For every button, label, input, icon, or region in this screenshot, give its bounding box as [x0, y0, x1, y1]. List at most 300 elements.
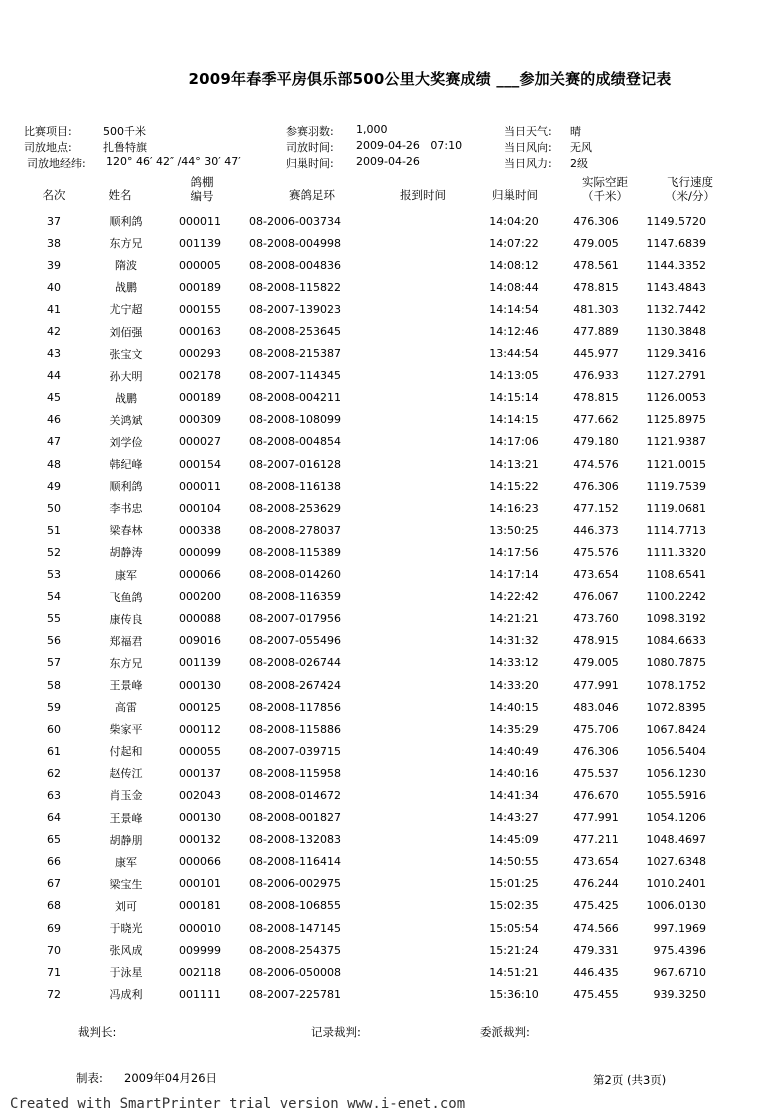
cell-return-time: 15:05:54	[489, 921, 539, 935]
table-row	[18, 807, 706, 829]
cell-return-time: 14:14:15	[489, 413, 539, 427]
table-row	[18, 696, 706, 718]
cell-shed-number: 000104	[179, 501, 221, 515]
cell-name: 张风成	[109, 944, 143, 958]
cell-return-time: 14:45:09	[489, 833, 539, 847]
cell-shed-number: 000125	[179, 700, 221, 714]
trial-watermark: Created with SmartPrinter trial version www.i-enet.com	[10, 1096, 466, 1112]
cell-speed: 1078.1752	[646, 678, 706, 692]
cell-shed-number: 009999	[179, 943, 221, 957]
cell-rank: 37	[47, 214, 61, 228]
cell-speed: 1121.9387	[646, 435, 706, 449]
cell-distance: 475.706	[573, 722, 619, 736]
cell-report-time	[352, 939, 472, 961]
header-name: 姓名	[108, 188, 132, 202]
header-shed-line1: 鸽棚	[190, 175, 214, 189]
table-row	[18, 298, 706, 320]
event-label: 比赛项目:	[24, 125, 72, 138]
cell-rank: 45	[47, 391, 61, 405]
cell-ring-number: 08-2007-055496	[249, 634, 341, 648]
cell-ring-number: 08-2008-132083	[249, 833, 341, 847]
cell-ring-number: 08-2006-002975	[249, 877, 341, 891]
cell-shed-number: 009016	[179, 634, 221, 648]
cell-distance: 478.815	[573, 391, 619, 405]
table-row	[18, 917, 706, 939]
cell-return-time: 15:01:25	[489, 877, 539, 891]
cell-speed: 1006.0130	[646, 899, 706, 913]
cell-rank: 61	[47, 744, 61, 758]
header-speed-line2: （米/分）	[665, 189, 715, 203]
cell-name: 梁宝生	[109, 877, 143, 891]
cell-return-time: 14:35:29	[489, 722, 539, 736]
cell-distance: 446.373	[573, 523, 619, 537]
cell-report-time	[352, 475, 472, 497]
cell-shed-number: 000027	[179, 435, 221, 449]
cell-rank: 59	[47, 700, 61, 714]
cell-return-time: 14:13:21	[489, 457, 539, 471]
cell-shed-number: 000066	[179, 568, 221, 582]
cell-shed-number: 000309	[179, 413, 221, 427]
cell-name: 刘佰强	[109, 325, 143, 339]
cell-shed-number: 000189	[179, 391, 221, 405]
cell-shed-number: 000112	[179, 722, 221, 736]
cell-rank: 42	[47, 325, 61, 339]
cell-return-time: 14:40:16	[489, 766, 539, 780]
cell-speed: 1056.1230	[646, 766, 706, 780]
cell-return-time: 14:13:05	[489, 369, 539, 383]
cell-speed: 1144.3352	[646, 258, 706, 272]
table-row	[18, 387, 706, 409]
cell-return-time: 14:21:21	[489, 612, 539, 626]
release-value: 2009-04-26 07:10	[356, 139, 463, 152]
cell-name: 高雷	[115, 701, 137, 715]
cell-distance: 479.331	[573, 943, 619, 957]
cell-distance: 476.306	[573, 214, 619, 228]
count-value: 1,000	[356, 123, 388, 136]
cell-name: 赵传江	[109, 767, 143, 781]
cell-report-time	[352, 276, 472, 298]
cell-distance: 478.815	[573, 280, 619, 294]
cell-name: 康军	[115, 568, 137, 582]
cell-rank: 41	[47, 302, 61, 316]
cell-rank: 71	[47, 965, 61, 979]
cell-shed-number: 000293	[179, 347, 221, 361]
cell-ring-number: 08-2008-117856	[249, 700, 341, 714]
cell-rank: 63	[47, 788, 61, 802]
header-distance-line1: 实际空距	[582, 175, 628, 189]
cell-shed-number: 000154	[179, 457, 221, 471]
results-table	[18, 210, 706, 1005]
cell-name: 康军	[115, 855, 137, 869]
table-row	[18, 453, 706, 475]
cell-name: 张宝文	[109, 347, 143, 361]
cell-speed: 1126.0053	[646, 391, 706, 405]
header-distance-line2: （千米）	[582, 189, 628, 203]
cell-speed: 1143.4843	[646, 280, 706, 294]
cell-rank: 46	[47, 413, 61, 427]
table-row	[18, 674, 706, 696]
cell-ring-number: 08-2008-253645	[249, 325, 341, 339]
table-row	[18, 829, 706, 851]
table-row	[18, 983, 706, 1005]
cell-report-time	[352, 409, 472, 431]
cell-distance: 481.303	[573, 302, 619, 316]
cell-ring-number: 08-2008-026744	[249, 656, 341, 670]
cell-shed-number: 000088	[179, 612, 221, 626]
cell-report-time	[352, 652, 472, 674]
cell-name: 战鹏	[115, 391, 137, 405]
cell-report-time	[352, 696, 472, 718]
cell-speed: 1114.7713	[646, 523, 706, 537]
cell-shed-number: 001139	[179, 656, 221, 670]
cell-return-time: 14:04:20	[489, 214, 539, 228]
cell-distance: 475.537	[573, 766, 619, 780]
cell-ring-number: 08-2008-004211	[249, 391, 341, 405]
table-row	[18, 895, 706, 917]
cell-speed: 1067.8424	[646, 722, 706, 736]
cell-name: 康传良	[109, 612, 143, 626]
cell-distance: 474.576	[573, 457, 619, 471]
cell-speed: 1149.5720	[646, 214, 706, 228]
table-row	[18, 630, 706, 652]
cell-shed-number: 000010	[179, 921, 221, 935]
cell-report-time	[352, 365, 472, 387]
cell-ring-number: 08-2008-278037	[249, 523, 341, 537]
cell-return-time: 14:15:14	[489, 391, 539, 405]
cell-ring-number: 08-2007-016128	[249, 457, 341, 471]
cell-distance: 476.306	[573, 479, 619, 493]
cell-distance: 479.005	[573, 236, 619, 250]
header-rank: 名次	[42, 188, 66, 202]
cell-report-time	[352, 917, 472, 939]
cell-return-time: 14:43:27	[489, 811, 539, 825]
prepared-by-label: 制表:	[76, 1071, 103, 1085]
cell-shed-number: 000137	[179, 766, 221, 780]
count-label: 参赛羽数:	[286, 125, 334, 138]
cell-ring-number: 08-2008-115886	[249, 722, 341, 736]
cell-distance: 477.889	[573, 325, 619, 339]
prepared-date: 2009年04月26日	[124, 1071, 218, 1085]
cell-return-time: 14:17:14	[489, 568, 539, 582]
cell-rank: 47	[47, 435, 61, 449]
cell-distance: 479.005	[573, 656, 619, 670]
cell-shed-number: 002178	[179, 369, 221, 383]
cell-speed: 975.4396	[653, 943, 706, 957]
cell-rank: 60	[47, 722, 61, 736]
cell-name: 战鹏	[115, 281, 137, 295]
cell-rank: 48	[47, 457, 61, 471]
cell-distance: 477.991	[573, 811, 619, 825]
cell-name: 刘可	[115, 899, 137, 913]
cell-shed-number: 000101	[179, 877, 221, 891]
cell-ring-number: 08-2008-116138	[249, 479, 341, 493]
cell-name: 胡静朋	[109, 833, 143, 847]
cell-name: 顺利鸽	[109, 480, 143, 494]
cell-rank: 39	[47, 258, 61, 272]
cell-return-time: 14:14:54	[489, 302, 539, 316]
table-row	[18, 431, 706, 453]
cell-name: 刘学俭	[109, 435, 143, 449]
cell-report-time	[352, 718, 472, 740]
cell-speed: 1130.3848	[646, 325, 706, 339]
cell-rank: 66	[47, 855, 61, 869]
page-number: 第2页 (共3页)	[593, 1073, 667, 1087]
cell-report-time	[352, 630, 472, 652]
cell-ring-number: 08-2008-115822	[249, 280, 341, 294]
cell-rank: 62	[47, 766, 61, 780]
table-row	[18, 254, 706, 276]
cell-return-time: 13:44:54	[489, 347, 539, 361]
cell-ring-number: 08-2008-116359	[249, 590, 341, 604]
cell-speed: 1129.3416	[646, 347, 706, 361]
cell-return-time: 15:36:10	[489, 987, 539, 1001]
cell-shed-number: 001139	[179, 236, 221, 250]
table-row	[18, 608, 706, 630]
cell-name: 尤宁超	[109, 303, 143, 317]
cell-speed: 1056.5404	[646, 744, 706, 758]
cell-rank: 43	[47, 347, 61, 361]
cell-name: 东方兄	[109, 656, 143, 670]
cell-distance: 473.654	[573, 855, 619, 869]
cell-ring-number: 08-2008-108099	[249, 413, 341, 427]
table-row	[18, 276, 706, 298]
cell-rank: 50	[47, 501, 61, 515]
cell-distance: 445.977	[573, 347, 619, 361]
coords-label: 司放地经纬:	[27, 157, 86, 170]
cell-rank: 40	[47, 280, 61, 294]
cell-distance: 477.152	[573, 501, 619, 515]
cell-report-time	[352, 343, 472, 365]
cell-ring-number: 08-2007-139023	[249, 302, 341, 316]
cell-shed-number: 000163	[179, 325, 221, 339]
table-row	[18, 961, 706, 983]
cell-shed-number: 000130	[179, 678, 221, 692]
cell-report-time	[352, 895, 472, 917]
cell-report-time	[352, 254, 472, 276]
table-row	[18, 586, 706, 608]
cell-report-time	[352, 851, 472, 873]
cell-return-time: 14:16:23	[489, 501, 539, 515]
place-value: 扎鲁特旗	[103, 141, 147, 154]
cell-rank: 65	[47, 833, 61, 847]
cell-rank: 64	[47, 811, 61, 825]
cell-rank: 67	[47, 877, 61, 891]
cell-rank: 44	[47, 369, 61, 383]
cell-report-time	[352, 541, 472, 563]
cell-distance: 477.211	[573, 833, 619, 847]
cell-ring-number: 08-2008-106855	[249, 899, 341, 913]
cell-return-time: 14:17:06	[489, 435, 539, 449]
cell-name: 李书忠	[109, 502, 143, 516]
cell-return-time: 14:15:22	[489, 479, 539, 493]
cell-ring-number: 08-2008-001827	[249, 811, 341, 825]
cell-name: 顺利鸽	[109, 215, 143, 229]
cell-distance: 476.933	[573, 369, 619, 383]
cell-report-time	[352, 829, 472, 851]
cell-shed-number: 000099	[179, 545, 221, 559]
cell-speed: 1098.3192	[646, 612, 706, 626]
cell-report-time	[352, 387, 472, 409]
cell-ring-number: 08-2006-050008	[249, 965, 341, 979]
cell-speed: 1072.8395	[646, 700, 706, 714]
chief-judge-label: 裁判长:	[78, 1025, 117, 1039]
header-ring: 赛鸽足环	[289, 188, 335, 202]
cell-shed-number: 000155	[179, 302, 221, 316]
cell-report-time	[352, 608, 472, 630]
cell-report-time	[352, 320, 472, 342]
return-value: 2009-04-26	[356, 155, 420, 168]
cell-rank: 52	[47, 545, 61, 559]
cell-speed: 1080.7875	[646, 656, 706, 670]
table-row	[18, 365, 706, 387]
cell-name: 隋波	[115, 259, 137, 273]
cell-speed: 1048.4697	[646, 833, 706, 847]
cell-speed: 1010.2401	[646, 877, 706, 891]
cell-distance: 476.244	[573, 877, 619, 891]
cell-return-time: 14:22:42	[489, 590, 539, 604]
header-shed-line2: 编号	[190, 189, 214, 203]
cell-report-time	[352, 232, 472, 254]
record-judge-label: 记录裁判:	[311, 1025, 361, 1039]
cell-speed: 1054.1206	[646, 811, 706, 825]
cell-speed: 1132.7442	[646, 302, 706, 316]
cell-name: 肖玉金	[109, 789, 143, 803]
cell-rank: 38	[47, 236, 61, 250]
cell-ring-number: 08-2008-014260	[249, 568, 341, 582]
cell-shed-number: 000200	[179, 590, 221, 604]
cell-name: 于泳星	[109, 966, 143, 980]
cell-speed: 939.3250	[653, 987, 706, 1001]
cell-speed: 967.6710	[653, 965, 706, 979]
cell-name: 梁春林	[109, 524, 143, 538]
cell-report-time	[352, 564, 472, 586]
cell-rank: 72	[47, 987, 61, 1001]
cell-ring-number: 08-2006-003734	[249, 214, 341, 228]
header-report-time: 报到时间	[400, 188, 446, 202]
cell-rank: 55	[47, 612, 61, 626]
wind-force-label: 当日风力:	[504, 157, 552, 170]
table-row	[18, 320, 706, 342]
cell-ring-number: 08-2008-004836	[249, 258, 341, 272]
cell-name: 王景峰	[109, 811, 143, 825]
cell-report-time	[352, 873, 472, 895]
cell-name: 东方兄	[109, 237, 143, 251]
wind-force-value: 2级	[570, 157, 588, 170]
header-speed-line1: 飞行速度	[667, 175, 713, 189]
cell-rank: 68	[47, 899, 61, 913]
table-row	[18, 851, 706, 873]
cell-shed-number: 001111	[179, 987, 221, 1001]
results-table-body	[18, 210, 706, 1005]
cell-distance: 478.915	[573, 634, 619, 648]
cell-distance: 476.067	[573, 590, 619, 604]
table-row	[18, 232, 706, 254]
cell-report-time	[352, 453, 472, 475]
table-row	[18, 519, 706, 541]
cell-shed-number: 000130	[179, 811, 221, 825]
table-row	[18, 497, 706, 519]
wind-direction-value: 无风	[570, 141, 592, 154]
cell-report-time	[352, 762, 472, 784]
cell-return-time: 13:50:25	[489, 523, 539, 537]
cell-return-time: 14:40:15	[489, 700, 539, 714]
cell-distance: 476.306	[573, 744, 619, 758]
cell-distance: 475.455	[573, 987, 619, 1001]
table-row	[18, 564, 706, 586]
cell-speed: 1084.6633	[646, 634, 706, 648]
release-label: 司放时间:	[286, 141, 334, 154]
cell-return-time: 14:31:32	[489, 634, 539, 648]
cell-return-time: 14:33:20	[489, 678, 539, 692]
cell-distance: 446.435	[573, 965, 619, 979]
cell-shed-number: 000189	[179, 280, 221, 294]
cell-speed: 1108.6541	[646, 568, 706, 582]
table-row	[18, 718, 706, 740]
cell-return-time: 15:02:35	[489, 899, 539, 913]
cell-rank: 56	[47, 634, 61, 648]
cell-ring-number: 08-2007-225781	[249, 987, 341, 1001]
table-row	[18, 210, 706, 232]
cell-distance: 474.566	[573, 921, 619, 935]
cell-shed-number: 000066	[179, 855, 221, 869]
cell-shed-number: 000132	[179, 833, 221, 847]
cell-report-time	[352, 298, 472, 320]
cell-report-time	[352, 807, 472, 829]
table-row	[18, 475, 706, 497]
cell-ring-number: 08-2008-253629	[249, 501, 341, 515]
cell-shed-number: 000011	[179, 479, 221, 493]
cell-ring-number: 08-2008-254375	[249, 943, 341, 957]
cell-report-time	[352, 784, 472, 806]
cell-name: 胡静涛	[109, 546, 143, 560]
cell-shed-number: 000055	[179, 744, 221, 758]
appointed-judge-label: 委派裁判:	[480, 1025, 530, 1039]
cell-return-time: 14:33:12	[489, 656, 539, 670]
cell-return-time: 14:50:55	[489, 855, 539, 869]
cell-rank: 54	[47, 590, 61, 604]
cell-return-time: 14:40:49	[489, 744, 539, 758]
cell-ring-number: 08-2008-004854	[249, 435, 341, 449]
table-row	[18, 939, 706, 961]
cell-name: 飞鱼鸽	[109, 590, 143, 604]
event-value: 500千米	[103, 125, 146, 138]
cell-return-time: 14:08:12	[489, 258, 539, 272]
cell-name: 韩纪峰	[109, 458, 143, 472]
cell-shed-number: 000011	[179, 214, 221, 228]
cell-speed: 1111.3320	[646, 545, 706, 559]
cell-distance: 483.046	[573, 700, 619, 714]
cell-name: 王景峰	[109, 679, 143, 693]
cell-distance: 476.670	[573, 788, 619, 802]
cell-report-time	[352, 586, 472, 608]
cell-rank: 51	[47, 523, 61, 537]
cell-speed: 1027.6348	[646, 855, 706, 869]
cell-ring-number: 08-2008-267424	[249, 678, 341, 692]
cell-speed: 1127.2791	[646, 369, 706, 383]
cell-name: 郑福君	[109, 634, 143, 648]
cell-distance: 477.662	[573, 413, 619, 427]
cell-ring-number: 08-2008-115389	[249, 545, 341, 559]
cell-ring-number: 08-2007-017956	[249, 612, 341, 626]
wind-direction-label: 当日风向:	[504, 141, 552, 154]
table-row	[18, 652, 706, 674]
weather-value: 晴	[570, 125, 581, 138]
cell-return-time: 14:07:22	[489, 236, 539, 250]
cell-report-time	[352, 431, 472, 453]
cell-ring-number: 08-2007-039715	[249, 744, 341, 758]
cell-name: 付起和	[109, 745, 143, 759]
cell-report-time	[352, 210, 472, 232]
